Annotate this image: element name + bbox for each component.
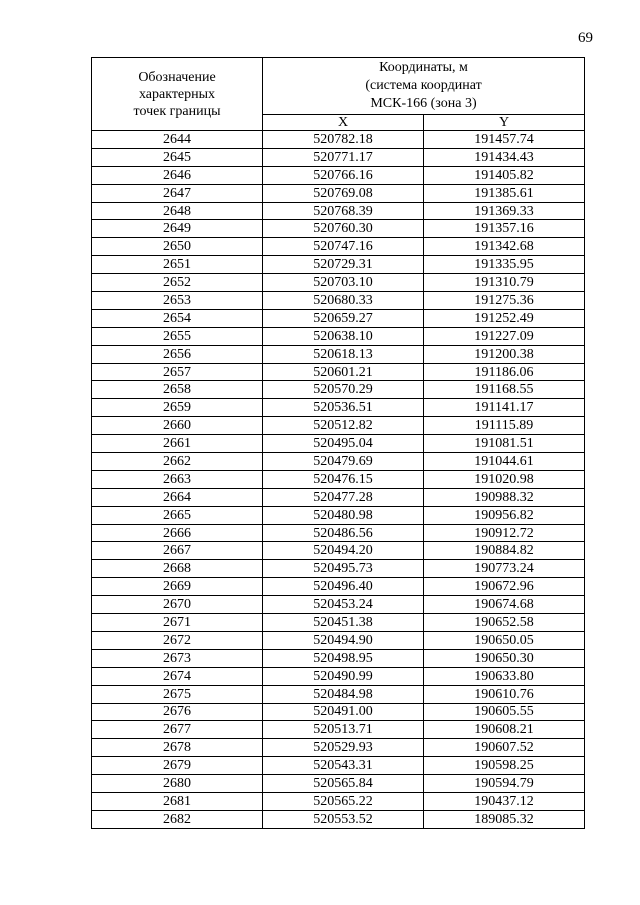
point-number-cell: 2680	[92, 775, 263, 793]
table-row	[92, 488, 585, 506]
x-coordinate-cell: 520565.22	[263, 792, 424, 810]
x-coordinate-cell: 520553.52	[263, 810, 424, 828]
point-number-cell: 2653	[92, 292, 263, 310]
x-coordinate-cell: 520601.21	[263, 363, 424, 381]
y-coordinate-cell: 190607.52	[424, 739, 585, 757]
point-number-cell: 2677	[92, 721, 263, 739]
point-number-cell: 2652	[92, 274, 263, 292]
x-coordinate-cell: 520769.08	[263, 184, 424, 202]
table-row	[92, 256, 585, 274]
point-number-cell: 2668	[92, 560, 263, 578]
point-number-cell: 2649	[92, 220, 263, 238]
x-coordinate-cell: 520570.29	[263, 381, 424, 399]
y-coordinate-cell: 191385.61	[424, 184, 585, 202]
table-row	[92, 148, 585, 166]
y-coordinate-cell: 191405.82	[424, 166, 585, 184]
x-coordinate-cell: 520490.99	[263, 667, 424, 685]
point-number-cell: 2665	[92, 506, 263, 524]
point-number-cell: 2672	[92, 631, 263, 649]
point-number-cell: 2670	[92, 596, 263, 614]
table-row	[92, 792, 585, 810]
table-row	[92, 578, 585, 596]
table-row	[92, 667, 585, 685]
table-row	[92, 220, 585, 238]
point-number-cell: 2651	[92, 256, 263, 274]
table-row	[92, 721, 585, 739]
point-number-cell: 2681	[92, 792, 263, 810]
table-row	[92, 810, 585, 828]
y-coordinate-cell: 190672.96	[424, 578, 585, 596]
point-number-cell: 2645	[92, 148, 263, 166]
y-coordinate-cell: 190652.58	[424, 614, 585, 632]
y-coordinate-cell: 191275.36	[424, 292, 585, 310]
table-row	[92, 435, 585, 453]
point-number-cell: 2663	[92, 470, 263, 488]
x-coordinate-cell: 520495.04	[263, 435, 424, 453]
point-number-cell: 2676	[92, 703, 263, 721]
point-number-cell: 2650	[92, 238, 263, 256]
y-coordinate-cell: 190633.80	[424, 667, 585, 685]
table-row	[92, 238, 585, 256]
point-number-cell: 2660	[92, 417, 263, 435]
table-row	[92, 453, 585, 471]
y-coordinate-cell: 190884.82	[424, 542, 585, 560]
y-coordinate-cell: 190674.68	[424, 596, 585, 614]
y-coordinate-cell: 191227.09	[424, 327, 585, 345]
coordinates-header-line: (система координат	[365, 78, 482, 93]
y-coordinate-cell: 190594.79	[424, 775, 585, 793]
point-number-cell: 2667	[92, 542, 263, 560]
x-coordinate-cell: 520491.00	[263, 703, 424, 721]
x-coordinate-cell: 520703.10	[263, 274, 424, 292]
table-row	[92, 363, 585, 381]
table-row	[92, 649, 585, 667]
table-row	[92, 274, 585, 292]
designation-header-line: характерных	[138, 86, 216, 102]
y-coordinate-cell: 190437.12	[424, 792, 585, 810]
table-row	[92, 381, 585, 399]
table-row	[92, 131, 585, 149]
y-coordinate-cell: 189085.32	[424, 810, 585, 828]
y-coordinate-cell: 190773.24	[424, 560, 585, 578]
x-coordinate-cell: 520480.98	[263, 506, 424, 524]
table-row	[92, 292, 585, 310]
coordinates-header-line: Координаты, м	[379, 60, 468, 75]
point-number-cell: 2679	[92, 757, 263, 775]
point-number-cell: 2658	[92, 381, 263, 399]
x-coordinate-cell: 520484.98	[263, 685, 424, 703]
point-number-cell: 2646	[92, 166, 263, 184]
y-coordinate-cell: 191335.95	[424, 256, 585, 274]
y-coordinate-cell: 191168.55	[424, 381, 585, 399]
point-number-cell: 2666	[92, 524, 263, 542]
x-coordinate-cell: 520565.84	[263, 775, 424, 793]
point-number-cell: 2673	[92, 649, 263, 667]
point-number-cell: 2661	[92, 435, 263, 453]
table-row	[92, 184, 585, 202]
table-row	[92, 775, 585, 793]
x-coordinate-cell: 520766.16	[263, 166, 424, 184]
y-coordinate-cell: 191434.43	[424, 148, 585, 166]
table-row	[92, 739, 585, 757]
table-row	[92, 202, 585, 220]
table-row	[92, 399, 585, 417]
y-coordinate-cell: 190605.55	[424, 703, 585, 721]
x-coordinate-cell: 520496.40	[263, 578, 424, 596]
x-coordinate-cell: 520479.69	[263, 453, 424, 471]
y-coordinate-cell: 191252.49	[424, 309, 585, 327]
y-column-header: Y	[424, 115, 585, 131]
x-coordinate-cell: 520659.27	[263, 309, 424, 327]
x-coordinate-cell: 520760.30	[263, 220, 424, 238]
point-number-cell: 2647	[92, 184, 263, 202]
y-coordinate-cell: 190988.32	[424, 488, 585, 506]
point-number-cell: 2674	[92, 667, 263, 685]
y-coordinate-cell: 191020.98	[424, 470, 585, 488]
y-coordinate-cell: 190608.21	[424, 721, 585, 739]
y-coordinate-cell: 191186.06	[424, 363, 585, 381]
table-row	[92, 614, 585, 632]
table-row	[92, 560, 585, 578]
designation-header-line: Обозначение	[138, 69, 216, 85]
coordinates-header	[263, 58, 585, 115]
x-coordinate-cell: 520451.38	[263, 614, 424, 632]
table-row	[92, 685, 585, 703]
x-coordinate-cell: 520513.71	[263, 721, 424, 739]
table-row	[92, 703, 585, 721]
x-coordinate-cell: 520529.93	[263, 739, 424, 757]
point-number-cell: 2671	[92, 614, 263, 632]
x-coordinate-cell: 520536.51	[263, 399, 424, 417]
x-coordinate-cell: 520477.28	[263, 488, 424, 506]
table-row	[92, 596, 585, 614]
x-column-header: X	[263, 115, 424, 131]
designation-header-line: точек границы	[133, 103, 221, 119]
y-coordinate-cell: 191310.79	[424, 274, 585, 292]
point-number-cell: 2644	[92, 131, 263, 149]
table-row	[92, 309, 585, 327]
x-coordinate-cell: 520494.20	[263, 542, 424, 560]
x-coordinate-cell: 520771.17	[263, 148, 424, 166]
page-number: 69	[578, 30, 593, 46]
x-coordinate-cell: 520494.90	[263, 631, 424, 649]
y-coordinate-cell: 191342.68	[424, 238, 585, 256]
x-coordinate-cell: 520768.39	[263, 202, 424, 220]
table-row	[92, 757, 585, 775]
point-number-cell: 2657	[92, 363, 263, 381]
y-coordinate-cell: 191357.16	[424, 220, 585, 238]
y-coordinate-cell: 191044.61	[424, 453, 585, 471]
y-coordinate-cell: 191457.74	[424, 131, 585, 149]
point-number-cell: 2678	[92, 739, 263, 757]
x-coordinate-cell: 520729.31	[263, 256, 424, 274]
table-row	[92, 470, 585, 488]
table-row	[92, 542, 585, 560]
y-coordinate-cell: 191081.51	[424, 435, 585, 453]
y-coordinate-cell: 190598.25	[424, 757, 585, 775]
table-row	[92, 506, 585, 524]
x-coordinate-cell: 520486.56	[263, 524, 424, 542]
x-coordinate-cell: 520618.13	[263, 345, 424, 363]
x-coordinate-cell: 520498.95	[263, 649, 424, 667]
x-coordinate-cell: 520747.16	[263, 238, 424, 256]
table-row	[92, 631, 585, 649]
coordinates-table	[91, 57, 585, 829]
x-coordinate-cell: 520512.82	[263, 417, 424, 435]
table-row	[92, 166, 585, 184]
x-coordinate-cell: 520782.18	[263, 131, 424, 149]
table-row	[92, 524, 585, 542]
x-coordinate-cell: 520680.33	[263, 292, 424, 310]
point-number-cell: 2675	[92, 685, 263, 703]
table-body	[92, 131, 585, 829]
point-number-cell: 2682	[92, 810, 263, 828]
point-number-cell: 2656	[92, 345, 263, 363]
y-coordinate-cell: 191200.38	[424, 345, 585, 363]
point-number-cell: 2654	[92, 309, 263, 327]
point-number-cell: 2664	[92, 488, 263, 506]
y-coordinate-cell: 190650.30	[424, 649, 585, 667]
x-coordinate-cell: 520543.31	[263, 757, 424, 775]
point-number-cell: 2662	[92, 453, 263, 471]
table-row	[92, 327, 585, 345]
point-number-cell: 2659	[92, 399, 263, 417]
coordinates-header-line: МСК-166 (зона 3)	[370, 96, 477, 111]
point-number-cell: 2655	[92, 327, 263, 345]
y-coordinate-cell: 190610.76	[424, 685, 585, 703]
y-coordinate-cell: 191141.17	[424, 399, 585, 417]
table-row	[92, 417, 585, 435]
x-coordinate-cell: 520476.15	[263, 470, 424, 488]
table-row	[92, 345, 585, 363]
y-coordinate-cell: 190650.05	[424, 631, 585, 649]
x-coordinate-cell: 520638.10	[263, 327, 424, 345]
point-number-cell: 2669	[92, 578, 263, 596]
x-coordinate-cell: 520495.73	[263, 560, 424, 578]
designation-header	[92, 58, 263, 131]
y-coordinate-cell: 190956.82	[424, 506, 585, 524]
y-coordinate-cell: 190912.72	[424, 524, 585, 542]
y-coordinate-cell: 191115.89	[424, 417, 585, 435]
point-number-cell: 2648	[92, 202, 263, 220]
y-coordinate-cell: 191369.33	[424, 202, 585, 220]
x-coordinate-cell: 520453.24	[263, 596, 424, 614]
